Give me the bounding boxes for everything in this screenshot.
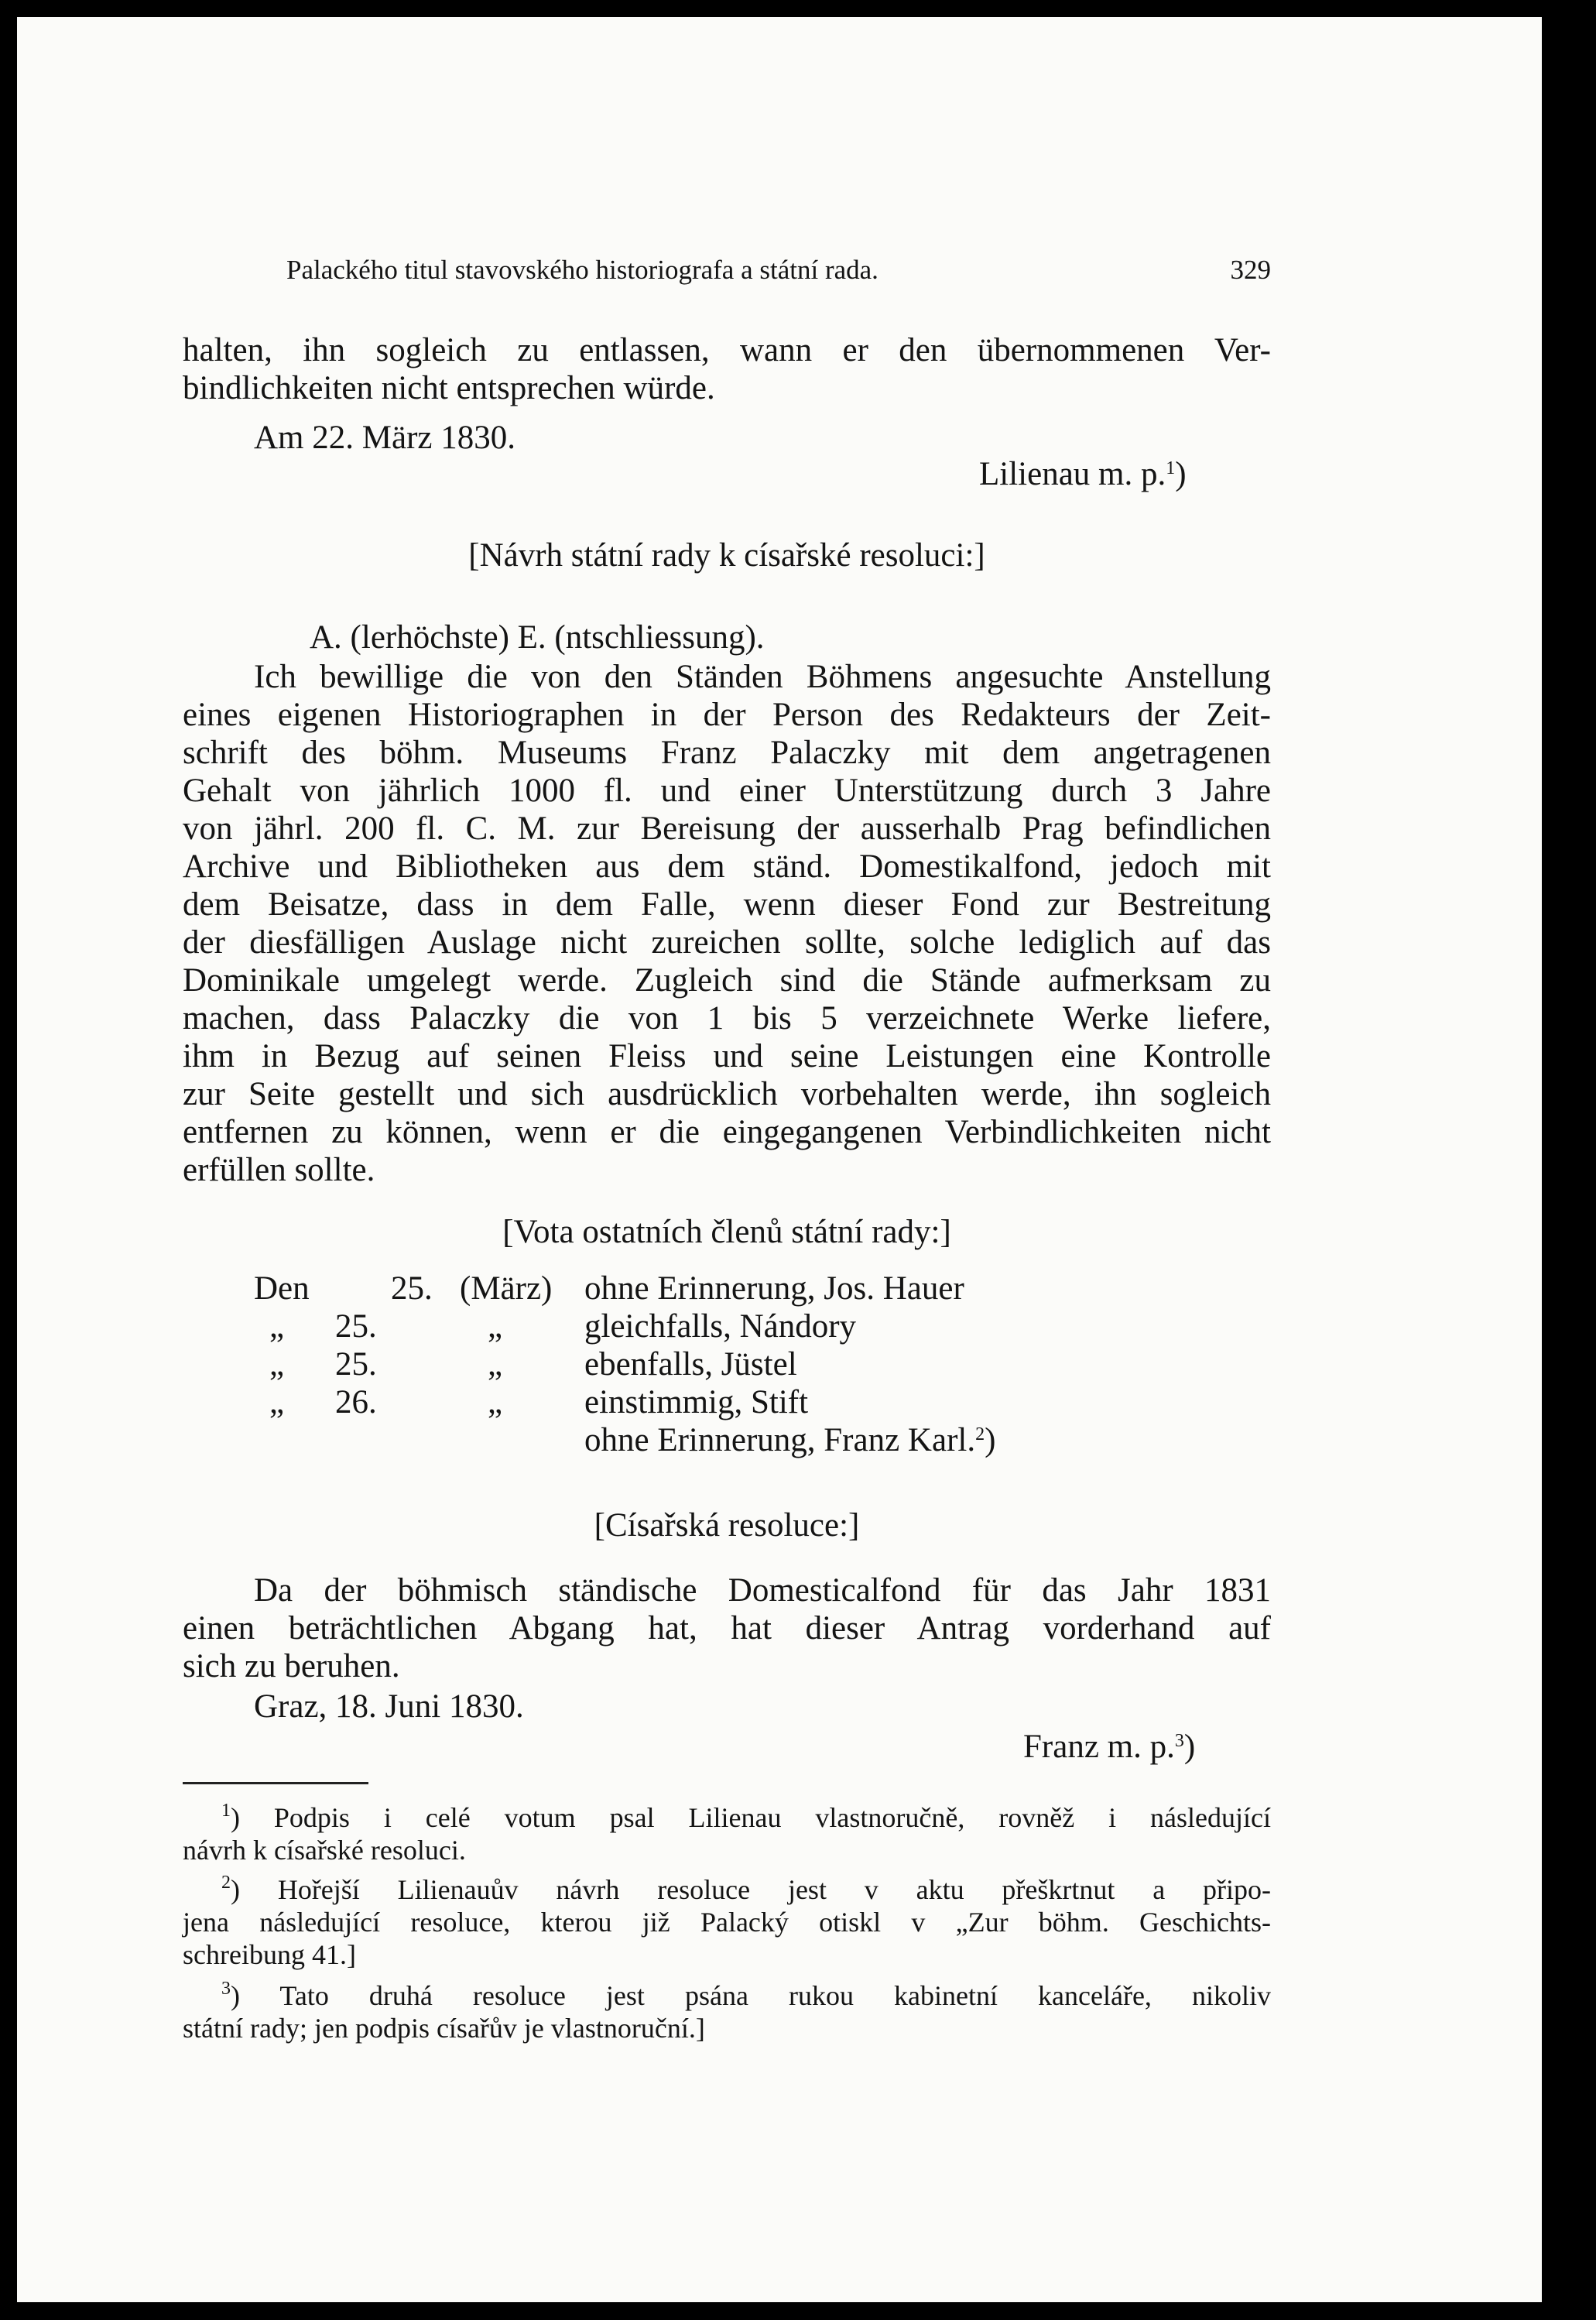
vote-month: „ — [488, 1346, 503, 1383]
signature-franz — [1023, 1728, 1195, 1766]
footnote-divider — [183, 1782, 368, 1784]
vote-month: „ — [488, 1384, 503, 1420]
text-line: von jährl. 200 fl. C. M. zur Bereisung der ausserhalb Prag befindlichen — [183, 810, 1271, 847]
text-line: der diesfälligen Auslage nicht zureichen sollte, solche lediglich auf das — [183, 924, 1271, 961]
resolution-paragraph — [183, 1571, 1271, 1685]
footnote-2 — [183, 1873, 1271, 1971]
section-heading: [Vota ostatních členů státní rady:] — [502, 1214, 951, 1250]
footnote-line: návrh k císařské resoluci. — [183, 1835, 466, 1866]
footnote-text: ) Podpis i celé votum psal Lilienau vlastnoručně, rovněž i následující — [231, 1802, 1271, 1833]
vote-prefix: Den — [254, 1270, 310, 1307]
page-number: 329 — [1230, 255, 1271, 285]
signature-text: Franz m. p. — [1023, 1729, 1175, 1765]
vote-text: einstimmig, Stift — [584, 1384, 809, 1420]
vote-month: „ — [488, 1308, 503, 1345]
vote-month: (März) — [460, 1270, 553, 1307]
vote-text — [584, 1421, 995, 1459]
text-line: ihm in Bezug auf seinen Fleiss und seine Leistungen eine Kontrolle — [183, 1038, 1271, 1074]
text-line: zur Seite gestellt und sich ausdrücklich vorbehalten werde, ihn sogleich — [183, 1076, 1271, 1112]
text-line: entfernen zu können, wenn er die eingegangenen Verbindlichkeiten nicht — [183, 1114, 1271, 1150]
footnote-line — [183, 1801, 1271, 1834]
vote-prefix: „ — [269, 1384, 285, 1420]
text-line: erfüllen sollte. — [183, 1152, 375, 1188]
footnote-line — [183, 1979, 1271, 2012]
footnote-line: jena následující resoluce, kterou již Palacký otiskl v „Zur böhm. Geschichts- — [183, 1907, 1271, 1938]
footnote-line: schreibung 41.] — [183, 1939, 356, 1970]
footnote-marker: 3 — [221, 1979, 231, 1999]
text-line: machen, dass Palaczky die von 1 bis 5 verzeichnete Werke liefere, — [183, 1000, 1271, 1037]
footnote-ref: 1 — [1166, 458, 1176, 478]
signature-lilienau — [979, 455, 1187, 493]
vote-text: ohne Erinnerung, Jos. Hauer — [584, 1270, 964, 1307]
footnote-marker: 2 — [221, 1873, 231, 1893]
vote-day: 25. — [391, 1270, 433, 1307]
footnote-1 — [183, 1801, 1271, 1866]
vote-text-close: ) — [985, 1422, 996, 1458]
text-line: Gehalt von jährlich 1000 fl. und einer Unterstützung durch 3 Jahre — [183, 773, 1271, 809]
running-title: Palackého titul stavovského historiografa a státní rada. — [286, 255, 878, 285]
vote-text: gleichfalls, Nándory — [584, 1308, 857, 1345]
text-line: sich zu beruhen. — [183, 1648, 400, 1684]
signature-close: ) — [1175, 456, 1187, 492]
footnote-marker: 1 — [221, 1801, 231, 1821]
signature-text: Lilienau m. p. — [979, 456, 1166, 492]
footnote-text: ) Hořejší Lilienauův návrh resoluce jest v aktu přeškrtnut a připo- — [231, 1874, 1271, 1905]
vote-day: 25. — [335, 1308, 377, 1345]
main-paragraph — [183, 658, 1271, 1189]
vote-text-body: ohne Erinnerung, Franz Karl. — [584, 1422, 976, 1458]
vote-day: 25. — [335, 1346, 377, 1383]
footnote-ref: 2 — [975, 1424, 985, 1444]
text-line: halten, ihn sogleich zu entlassen, wann er den übernommenen Ver- — [183, 332, 1271, 368]
footnote-3 — [183, 1979, 1271, 2044]
text-line: einen beträchtlichen Abgang hat, hat dieser Antrag vorderhand auf — [183, 1610, 1271, 1647]
text-line: dem Beisatze, dass in dem Falle, wenn dieser Fond zur Bestreitung — [183, 886, 1271, 923]
text-line: Da der böhmisch ständische Domesticalfond für das Jahr 1831 — [254, 1572, 1271, 1609]
text-line: Archive und Bibliotheken aus dem ständ. Domestikalfond, jedoch mit — [183, 848, 1271, 885]
opening-paragraph — [183, 331, 1271, 407]
footnote-ref: 3 — [1174, 1731, 1184, 1751]
section-heading: [Císařská resoluce:] — [594, 1507, 860, 1544]
text-line: schrift des böhm. Museums Franz Palaczky mit dem angetragenen — [183, 735, 1271, 771]
footnote-text: ) Tato druhá resoluce jest psána rukou kabinetní kanceláře, nikoliv — [231, 1980, 1271, 2011]
vote-day: 26. — [335, 1384, 377, 1420]
resolution-abbreviation: A. (lerhöchste) E. (ntschliessung). — [310, 619, 765, 656]
text-line: Ich bewillige die von den Ständen Böhmens angesuchte Anstellung — [254, 659, 1271, 695]
text-line: Dominikale umgelegt werde. Zugleich sind die Stände aufmerksam zu — [183, 962, 1271, 999]
date-line: Am 22. März 1830. — [254, 420, 515, 456]
footnote-line — [183, 1873, 1271, 1906]
footnote-line: státní rady; jen podpis císařův je vlastnoruční.] — [183, 2013, 705, 2044]
vote-text: ebenfalls, Jüstel — [584, 1346, 797, 1383]
vote-prefix: „ — [269, 1308, 285, 1345]
text-line: bindlichkeiten nicht entsprechen würde. — [183, 370, 715, 406]
signature-close: ) — [1183, 1729, 1196, 1765]
text-line: eines eigenen Historiographen in der Person des Redakteurs der Zeit- — [183, 697, 1271, 733]
date-line: Graz, 18. Juni 1830. — [254, 1688, 524, 1725]
section-heading: [Návrh státní rady k císařské resoluci:] — [468, 537, 985, 574]
vote-prefix: „ — [269, 1346, 285, 1383]
